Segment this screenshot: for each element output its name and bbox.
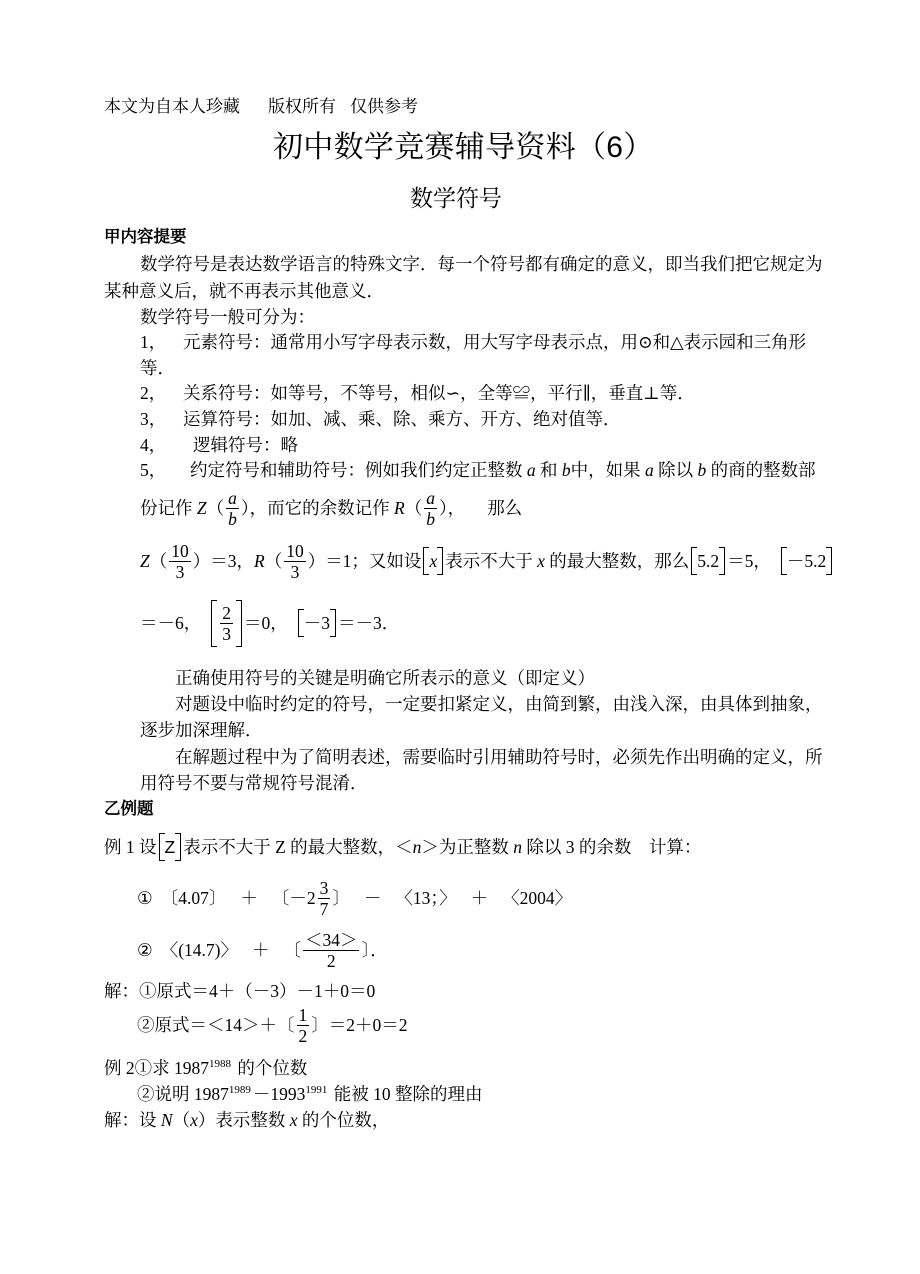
fraction-numerator: 10	[171, 540, 189, 561]
floor-bracket-neg-3	[298, 609, 336, 637]
fraction-numerator: a	[228, 487, 237, 508]
example-1-question-2	[137, 929, 388, 971]
fraction-numerator: 10	[286, 540, 304, 561]
list-item-text: 逻辑符号：略	[193, 435, 298, 455]
fraction-3-over-7	[318, 878, 331, 919]
function-r: R	[393, 498, 405, 518]
function-z: Z	[196, 498, 207, 518]
text-segment: ），而它的余数记作	[240, 498, 390, 518]
expression-term: 〈2004〉	[502, 888, 573, 908]
variable-b: b	[697, 460, 707, 480]
fraction-1-over-2	[297, 1005, 310, 1046]
paren: （	[264, 551, 283, 571]
text-segment: ）＝1；又如设	[307, 551, 422, 571]
text-segment: 的个位数	[237, 1058, 308, 1078]
list-item-3	[140, 409, 621, 429]
list-item-4	[140, 435, 298, 455]
list-item-number: 2，	[140, 383, 167, 403]
text-segment: ＝5，	[727, 551, 771, 571]
fraction-denominator: b	[228, 508, 237, 529]
list-item-number: 1，	[140, 332, 167, 352]
circled-number: ①	[137, 888, 153, 908]
fraction-10-over-3	[284, 541, 306, 582]
section-b-heading: 乙例题	[104, 800, 154, 818]
variable-b: b	[561, 460, 571, 480]
fraction-denominator: 3	[175, 561, 185, 582]
note-1: 正确使用符号的关键是明确它所表示的意义（即定义）	[175, 668, 595, 688]
example-2-question-1	[104, 1058, 307, 1081]
list-item-text: 运算符号：如加、减、乘、除、乘方、开方、绝对值等．	[183, 409, 621, 429]
text-segment: ），	[438, 498, 466, 518]
bracket-close: 〕．	[361, 940, 388, 960]
fraction-a-over-b	[226, 488, 239, 529]
text-segment: ②说明 1987	[137, 1084, 229, 1104]
exponent: 1989	[228, 1084, 251, 1096]
exponent: 1988	[209, 1058, 231, 1070]
paren: （	[206, 498, 225, 518]
text-segment: 例 1 设	[104, 837, 157, 857]
variable-a: a	[645, 460, 654, 480]
circled-number: ②	[137, 940, 153, 960]
floor-bracket-x	[423, 547, 443, 575]
expression-term: 〔－2	[271, 888, 316, 908]
bracket-content: －5.2	[786, 551, 827, 571]
text-segment: 那么	[487, 498, 523, 518]
expression-term: 〈13；〉	[395, 888, 457, 908]
variable-x: x	[289, 1110, 298, 1130]
intro-line-2: 某种意义后，就不再表示其他意义．	[104, 281, 384, 301]
floor-bracket-5-2	[691, 547, 725, 575]
fraction-denominator: 2	[298, 1025, 308, 1046]
text-segment: 表示不大于 Z 的最大整数，＜	[183, 837, 413, 857]
example-1-statement	[104, 832, 701, 862]
list-item-5-line-2	[140, 487, 522, 529]
fraction-numerator: a	[426, 487, 435, 508]
text-segment: 的商的整数部	[710, 460, 816, 480]
text-segment: ＝－3．	[338, 613, 400, 633]
example-1-solution-1: 解：①原式＝4＋（－3）－1＋0＝0	[104, 981, 376, 1001]
floor-bracket-2-over-3	[211, 600, 242, 647]
text-segment: 例 2①求 1987	[104, 1058, 209, 1078]
note-3: 在解题过程中为了简明表述，需要临时引用辅助符号时，必须先作出明确的定义，所	[175, 747, 823, 767]
intro-line-1: 数学符号是表达数学语言的特殊文字．每一个符号都有确定的意义，即当我们把它规定为	[140, 254, 823, 274]
list-item-number: 4，	[140, 435, 167, 455]
list-item-1-continuation: 等．	[140, 358, 175, 378]
text-segment: 和	[540, 460, 558, 480]
text-segment: 中，如果	[570, 460, 641, 480]
header-owner: 本文为自本人珍藏	[104, 97, 240, 116]
note-2-continuation: 逐步加深理解．	[140, 720, 263, 740]
text-segment: 解：设	[104, 1110, 157, 1130]
list-item-5-line-4	[140, 598, 399, 648]
document-title: 初中数学竞赛辅导资料（6）	[273, 131, 654, 164]
paren: （	[172, 1110, 191, 1130]
text-segment: 〕＝2＋0＝2	[311, 1015, 408, 1035]
note-3-continuation: 用符号不要与常规符号混淆．	[140, 773, 368, 793]
fraction-34-over-2	[303, 930, 360, 971]
example-2-question-2	[137, 1084, 483, 1107]
exponent: 1991	[305, 1084, 328, 1096]
text-segment: 约定符号和辅助符号：例如我们约定正整数	[190, 460, 523, 480]
paren: （	[149, 551, 168, 571]
text-segment: ）＝3，	[192, 551, 254, 571]
fraction-numerator: 3	[319, 877, 329, 898]
list-item-1	[140, 332, 806, 352]
operator: －	[363, 888, 382, 908]
bracket-content: Z	[164, 837, 176, 857]
fraction-a-over-b	[424, 488, 437, 529]
bracket-content: 5.2	[697, 551, 720, 571]
text-segment: ）表示整数	[197, 1110, 286, 1130]
text-segment: ＞为正整数	[421, 837, 509, 857]
header-rights: 版权所有	[268, 97, 336, 116]
list-item-5-line-3	[140, 540, 834, 582]
expression-term: 〔4.07〕	[160, 888, 227, 908]
paren: （	[404, 498, 423, 518]
variable-a: a	[526, 460, 536, 480]
bracket-content: x	[429, 551, 438, 571]
text-segment: ＝0，	[244, 613, 288, 633]
operator: ＋	[470, 888, 489, 908]
bracket-open: 〔	[283, 940, 301, 960]
fraction-numerator: 1	[298, 1004, 308, 1025]
text-segment: ＝－6，	[140, 613, 202, 633]
bracket-close: 〕	[332, 888, 350, 908]
fraction-denominator: 2	[326, 950, 336, 971]
variable-x: x	[537, 551, 545, 571]
list-item-2	[140, 383, 695, 403]
fraction-denominator: b	[426, 508, 435, 529]
section-a-heading: 甲内容提要	[104, 228, 187, 246]
variable-n: n	[513, 837, 523, 857]
fraction-2-over-3	[220, 603, 233, 644]
example-1-solution-2	[137, 1004, 408, 1046]
text-segment: ②原式＝＜14＞＋〔	[137, 1015, 295, 1035]
header-usage: 仅供参考	[350, 97, 418, 116]
floor-bracket-neg-5-2	[781, 547, 832, 575]
text-segment: 的个位数，	[301, 1110, 390, 1130]
text-segment: 除以 3 的余数 计算：	[526, 837, 702, 857]
text-segment: 能被 10 整除的理由	[333, 1084, 483, 1104]
expression-term: 〈(14.7)〉	[160, 940, 238, 960]
operator: ＋	[251, 940, 270, 960]
list-item-number: 5，	[140, 460, 167, 480]
header-note	[104, 97, 418, 117]
bracket-content: －3	[303, 613, 330, 633]
variable-n: n	[412, 837, 422, 857]
variable-x: x	[190, 1110, 198, 1130]
function-n: N	[160, 1110, 173, 1130]
fraction-10-over-3	[169, 541, 191, 582]
example-2-solution	[104, 1110, 389, 1130]
fraction-numerator: 2	[222, 602, 231, 623]
list-item-text: 元素符号：通常用小写字母表示数，用大写字母表示点，用⊙和△表示园和三角形	[183, 332, 807, 352]
function-z: Z	[140, 551, 150, 571]
text-segment: 除以	[658, 460, 694, 480]
note-2: 对题设中临时约定的符号，一定要扣紧定义，由简到繁，由浅入深，由具体到抽象，	[175, 694, 823, 714]
text-segment: －1993	[252, 1084, 306, 1104]
fraction-numerator: ＜34＞	[304, 929, 358, 950]
function-r: R	[253, 551, 265, 571]
fraction-denominator: 3	[290, 561, 300, 582]
list-item-5	[140, 460, 816, 480]
document-subtitle: 数学符号	[410, 185, 502, 211]
list-item-number: 3，	[140, 409, 167, 429]
example-1-question-1	[137, 877, 572, 919]
fraction-denominator: 7	[319, 898, 329, 919]
fraction-denominator: 3	[222, 623, 231, 644]
text-segment: 表示不大于	[445, 551, 533, 571]
text-segment: 份记作	[140, 498, 193, 518]
list-item-text: 关系符号：如等号，不等号，相似∽，全等≌，平行∥，垂直⊥等．	[183, 383, 695, 403]
text-segment: 的最大整数，那么	[549, 551, 690, 571]
floor-bracket-z	[159, 833, 182, 861]
operator: ＋	[240, 888, 258, 908]
categories-intro: 数学符号一般可分为：	[140, 307, 315, 327]
